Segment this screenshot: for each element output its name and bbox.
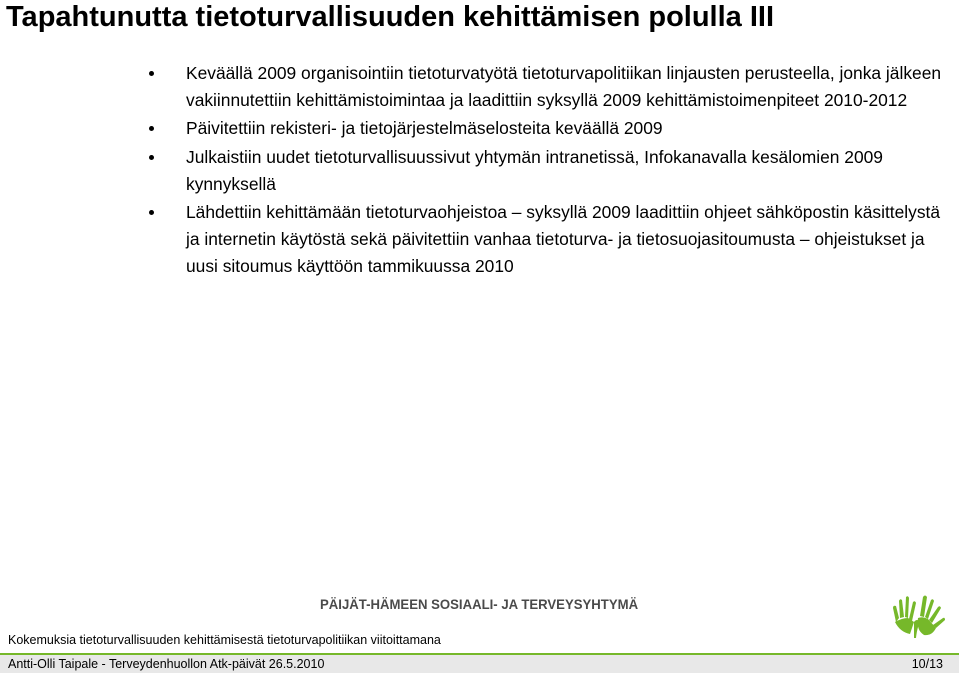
bullet-item: Julkaistiin uudet tietoturvallisuussivut yhtymän intranetissä, Infokanavalla kesälomien 2009 kynnyksellä <box>149 144 949 198</box>
footer-bar <box>0 653 959 673</box>
bullet-item: Lähdettiin kehittämään tietoturvaohjeistoa – syksyllä 2009 laadittiin ohjeet sähköpostin käsittelystä ja internetin käytöstä sekä päivitettiin vanhaa tietoturva- ja tietosuojasitoumusta – ohjeistukset ja uusi sitoumus käyttöön tammikuussa 2010 <box>149 199 949 281</box>
footer-author: Antti-Olli Taipale - Terveydenhuollon Atk-päivät 26.5.2010 <box>8 657 325 671</box>
bullet-list <box>149 60 949 282</box>
slide-title: Tapahtunutta tietoturvallisuuden kehittämisen polulla III <box>6 1 775 33</box>
bullet-item: Keväällä 2009 organisointiin tietoturvatyötä tietoturvapolitiikan linjausten perusteella, jonka jälkeen vakiinnutettiin kehittämistoimintaa ja laadittiin syksyllä 2009 kehittämistoimenpiteet 2010-2012 <box>149 60 949 114</box>
footer-subtitle: Kokemuksia tietoturvallisuuden kehittämisestä tietoturvapolitiikan viitoittamana <box>8 633 441 647</box>
green-hands-logo-icon <box>890 588 948 640</box>
organization-name: PÄIJÄT-HÄMEEN SOSIAALI- JA TERVEYSYHTYMÄ <box>320 596 639 612</box>
page-number: 10/13 <box>911 657 943 671</box>
bullet-item: Päivitettiin rekisteri- ja tietojärjestelmäselosteita keväällä 2009 <box>149 115 949 142</box>
